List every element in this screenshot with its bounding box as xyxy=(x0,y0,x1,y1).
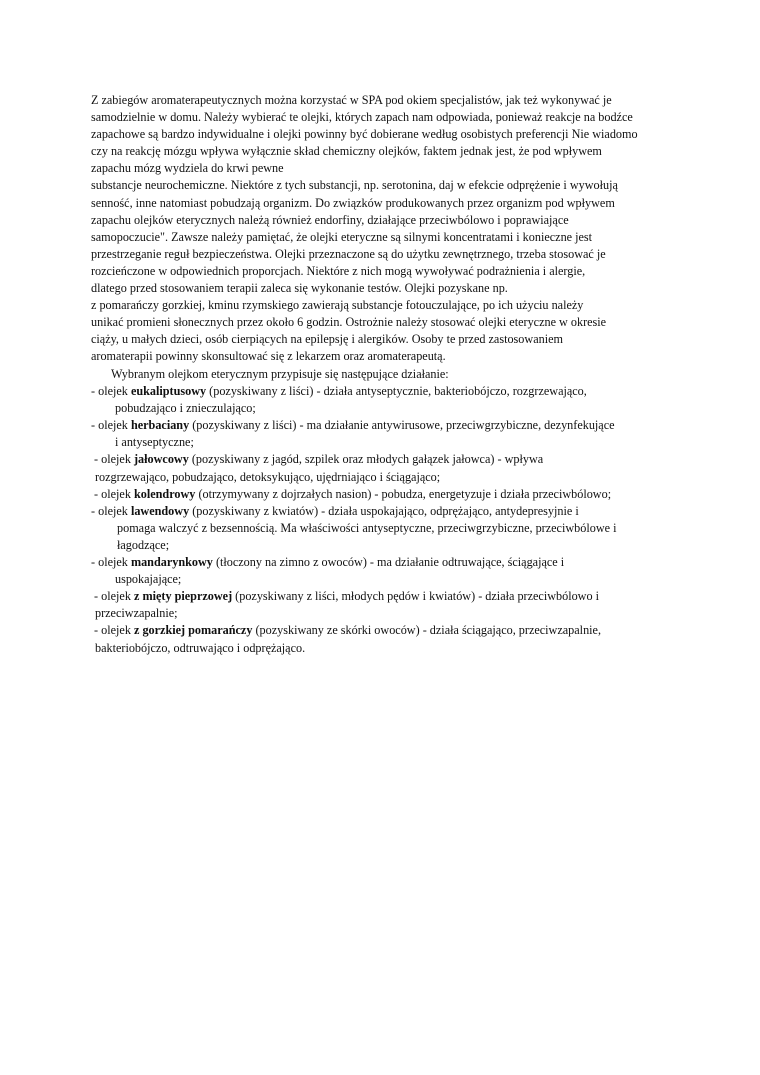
oil-name: eukaliptusowy xyxy=(130,384,207,399)
list-item-herbaciany xyxy=(91,417,681,451)
oil-name: lawendowy xyxy=(130,503,190,518)
body-paragraph xyxy=(91,92,666,366)
paragraph-line: zapachu mózg wydziela do krwi pewne xyxy=(91,161,284,176)
item-continuation: przeciwzapalnie; xyxy=(95,606,178,621)
list-item-lawendowy xyxy=(91,503,681,554)
paragraph-line: przestrzeganie reguł bezpieczeństwa. Olejki przeznaczone są do użytku zewnętrznego, trzeba stosować je xyxy=(91,246,606,261)
item-prefix: - olejek xyxy=(91,486,134,501)
item-continuation: uspokajające; xyxy=(115,572,182,587)
oil-name: kolendrowy xyxy=(133,486,196,501)
item-text: (tłoczony na zimno z owoców) - ma działanie odtruwające, ściągające i xyxy=(212,555,565,570)
oil-name: z gorzkiej pomarańczy xyxy=(133,623,253,638)
list-item-jalowcowy xyxy=(91,451,681,485)
paragraph-line: zapachu olejków eterycznych należą również endorfiny, działające przeciwbólowo i poprawiające xyxy=(91,212,569,227)
item-continuation: rozgrzewająco, pobudzająco, detoksykująco, ujędrniająco i ściągająco; xyxy=(95,469,441,484)
paragraph-line: ciąży, u małych dzieci, osób cierpiących na epilepsję i alergików. Osoby te przed zastosowaniem xyxy=(91,332,563,347)
item-text: (pozyskiwany ze skórki owoców) - działa ściągająco, przeciwzapalnie, xyxy=(252,623,601,638)
oil-name: jałowcowy xyxy=(133,452,189,467)
item-text: (pozyskiwany z jagód, szpilek oraz młodych gałązek jałowca) - wpływa xyxy=(188,452,544,467)
item-prefix: - olejek xyxy=(91,589,134,604)
item-prefix: - olejek xyxy=(91,503,131,518)
item-prefix: - olejek xyxy=(91,452,134,467)
list-item-mieta-pieprzowa xyxy=(91,588,681,622)
item-prefix: - olejek xyxy=(91,623,134,638)
item-continuation: łagodzące; xyxy=(117,537,170,552)
paragraph-line: Z zabiegów aromaterapeutycznych można korzystać w SPA pod okiem specjalistów, jak też wykonywać je xyxy=(91,93,612,107)
paragraph-line: samopoczucie". Zawsze należy pamiętać, że olejki eteryczne są silnymi koncentratami i konieczne jest xyxy=(91,229,593,244)
item-text: (otrzymywany z dojrzałych nasion) - pobudza, energetyzuje i działa przeciwbólowo; xyxy=(195,486,612,501)
paragraph-line: substancje neurochemiczne. Niektóre z tych substancji, np. serotonina, daj w efekcie odprężenie i wywołują xyxy=(91,178,618,193)
item-text: (pozyskiwany z liści) - działa antyseptycznie, bakteriobójczo, rozgrzewająco, xyxy=(206,384,587,399)
item-prefix: - olejek xyxy=(91,384,131,399)
list-item-gorzka-pomarancza xyxy=(91,622,681,656)
item-continuation: pobudzająco i znieczulająco; xyxy=(115,401,256,416)
paragraph-line: aromaterapii powinny skonsultować się z lekarzem oraz aromaterapeutą. xyxy=(91,349,446,364)
list-intro: Wybranym olejkom eterycznym przypisuje się następujące działanie: xyxy=(111,367,449,381)
item-prefix: - olejek xyxy=(91,555,131,570)
paragraph-line: rozcieńczone w odpowiednich proporcjach. Niektóre z nich mogą wywoływać podrażnienia i alergie, xyxy=(91,263,586,278)
item-text: (pozyskiwany z liści) - ma działanie antywirusowe, przeciwgrzybiczne, dezynfekujące xyxy=(189,418,615,433)
oil-name: herbaciany xyxy=(130,418,190,433)
list-item-kolendrowy xyxy=(91,486,681,503)
list-item-eukaliptusowy xyxy=(91,383,681,417)
oil-list xyxy=(91,366,681,657)
paragraph-line: dlatego przed stosowaniem terapii zaleca się wykonanie testów. Olejki pozyskane np. xyxy=(91,281,508,296)
paragraph-line: czy na reakcję mózgu wpływa wyłącznie skład chemiczny olejków, faktem jednak jest, że pod wpływem xyxy=(91,144,602,159)
item-continuation: pomaga walczyć z bezsennością. Ma właściwości antyseptyczne, przeciwgrzybiczne, przeciwbólowe i xyxy=(117,520,617,535)
paragraph-line: unikać promieni słonecznych przez około 6 godzin. Ostrożnie należy stosować olejki eteryczne w okresie xyxy=(91,315,607,330)
item-continuation: bakteriobójczo, odtruwająco i odprężająco. xyxy=(95,640,306,655)
paragraph-line: z pomarańczy gorzkiej, kminu rzymskiego zawierają substancje fotouczulające, po ich użyciu należy xyxy=(91,298,584,313)
paragraph-line: senność, inne natomiast pobudzają organizm. Do związków produkowanych przez organizm pod wpływem xyxy=(91,195,615,210)
item-text: (pozyskiwany z liści, młodych pędów i kwiatów) - działa przeciwbólowo i xyxy=(232,589,600,604)
item-text: (pozyskiwany z kwiatów) - działa uspokajająco, odprężająco, antydepresyjnie i xyxy=(189,503,579,518)
oil-name: z mięty pieprzowej xyxy=(133,589,233,604)
paragraph-line: zapachowe są bardzo indywidualne i olejki powinny być dobierane według osobistych preferencji Nie wiadomo xyxy=(91,127,638,142)
item-prefix: - olejek xyxy=(91,418,131,433)
list-item-mandarynkowy xyxy=(91,554,681,588)
paragraph-line: samodzielnie w domu. Należy wybierać te olejki, których zapach nam odpowiada, ponieważ reakcje na bodźce xyxy=(91,110,633,125)
item-continuation: i antyseptyczne; xyxy=(115,435,194,450)
oil-name: mandarynkowy xyxy=(130,555,213,570)
